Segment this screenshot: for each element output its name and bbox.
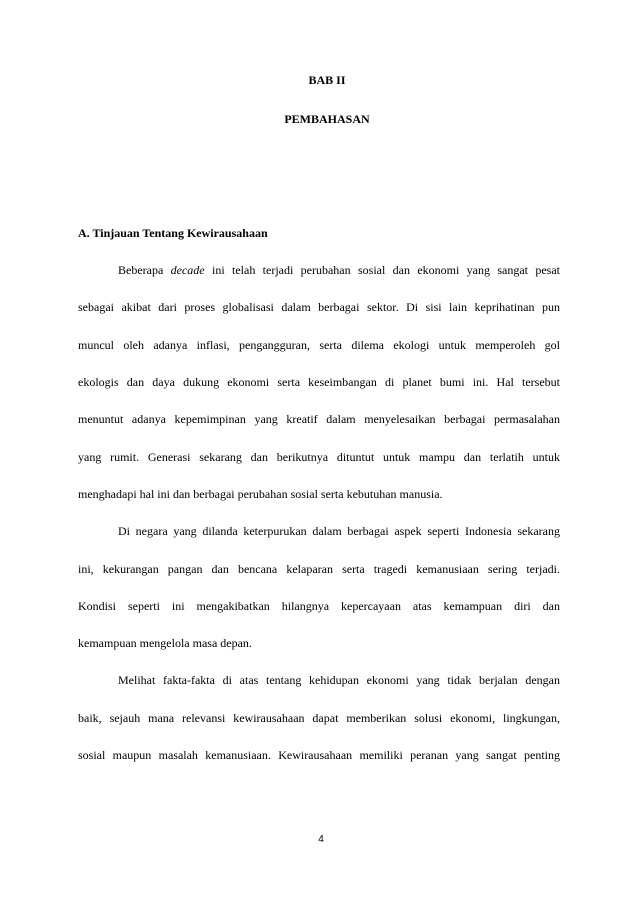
paragraph-1-line-7: menghadapi hal ini dan berbagai perubahan sosial serta kebutuhan manusia. xyxy=(78,487,443,501)
chapter-label: BAB II xyxy=(308,73,346,87)
paragraph-1-line-2: sebagai akibat dari proses globalisasi dalam berbagai sektor. Di sisi lain keprihatinan pun xyxy=(78,300,560,314)
paragraph-1-line-1 xyxy=(118,262,560,278)
paragraph-1-line-3: muncul oleh adanya inflasi, pengangguran, serta dilema ekologi untuk memperoleh gol xyxy=(78,338,560,352)
paragraph-1-line-1-end: ini telah terjadi perubahan sosial dan ekonomi yang sangat pesat xyxy=(204,263,560,277)
paragraph-2-line-2: ini, kekurangan pangan dan bencana kelaparan serta tragedi kemanusiaan sering terjadi. xyxy=(78,562,560,576)
paragraph-3-line-2: baik, sejauh mana relevansi kewirausahaan dapat memberikan solusi ekonomi, lingkungan, xyxy=(78,711,560,725)
paragraph-2-line-1: Di negara yang dilanda keterpurukan dalam berbagai aspek seperti Indonesia sekarang xyxy=(118,524,560,538)
page-number: 4 xyxy=(318,834,324,845)
paragraph-2-line-4: kemampuan mengelola masa depan. xyxy=(78,636,252,650)
paragraph-1-line-1-start: Beberapa xyxy=(118,263,171,277)
paragraph-1-line-5: menuntut adanya kepemimpinan yang kreatif dalam menyelesaikan berbagai permasalahan xyxy=(78,412,560,426)
paragraph-1-line-6: yang rumit. Generasi sekarang dan berikutnya dituntut untuk mampu dan terlatih untuk xyxy=(78,450,560,464)
section-title: A. Tinjauan Tentang Kewirausahaan xyxy=(78,226,268,240)
paragraph-3-line-3: sosial maupun masalah kemanusiaan. Kewirausahaan memiliki peranan yang sangat penting xyxy=(78,748,560,762)
paragraph-3-line-1: Melihat fakta-fakta di atas tentang kehidupan ekonomi yang tidak berjalan dengan xyxy=(118,673,560,687)
paragraph-1-line-4: ekologis dan daya dukung ekonomi serta keseimbangan di planet bumi ini. Hal tersebut xyxy=(78,375,560,389)
chapter-title: PEMBAHASAN xyxy=(284,112,370,126)
paragraph-2-line-3: Kondisi seperti ini mengakibatkan hilangnya kepercayaan atas kemampuan diri dan xyxy=(78,599,560,613)
italic-term: decade xyxy=(170,263,205,277)
